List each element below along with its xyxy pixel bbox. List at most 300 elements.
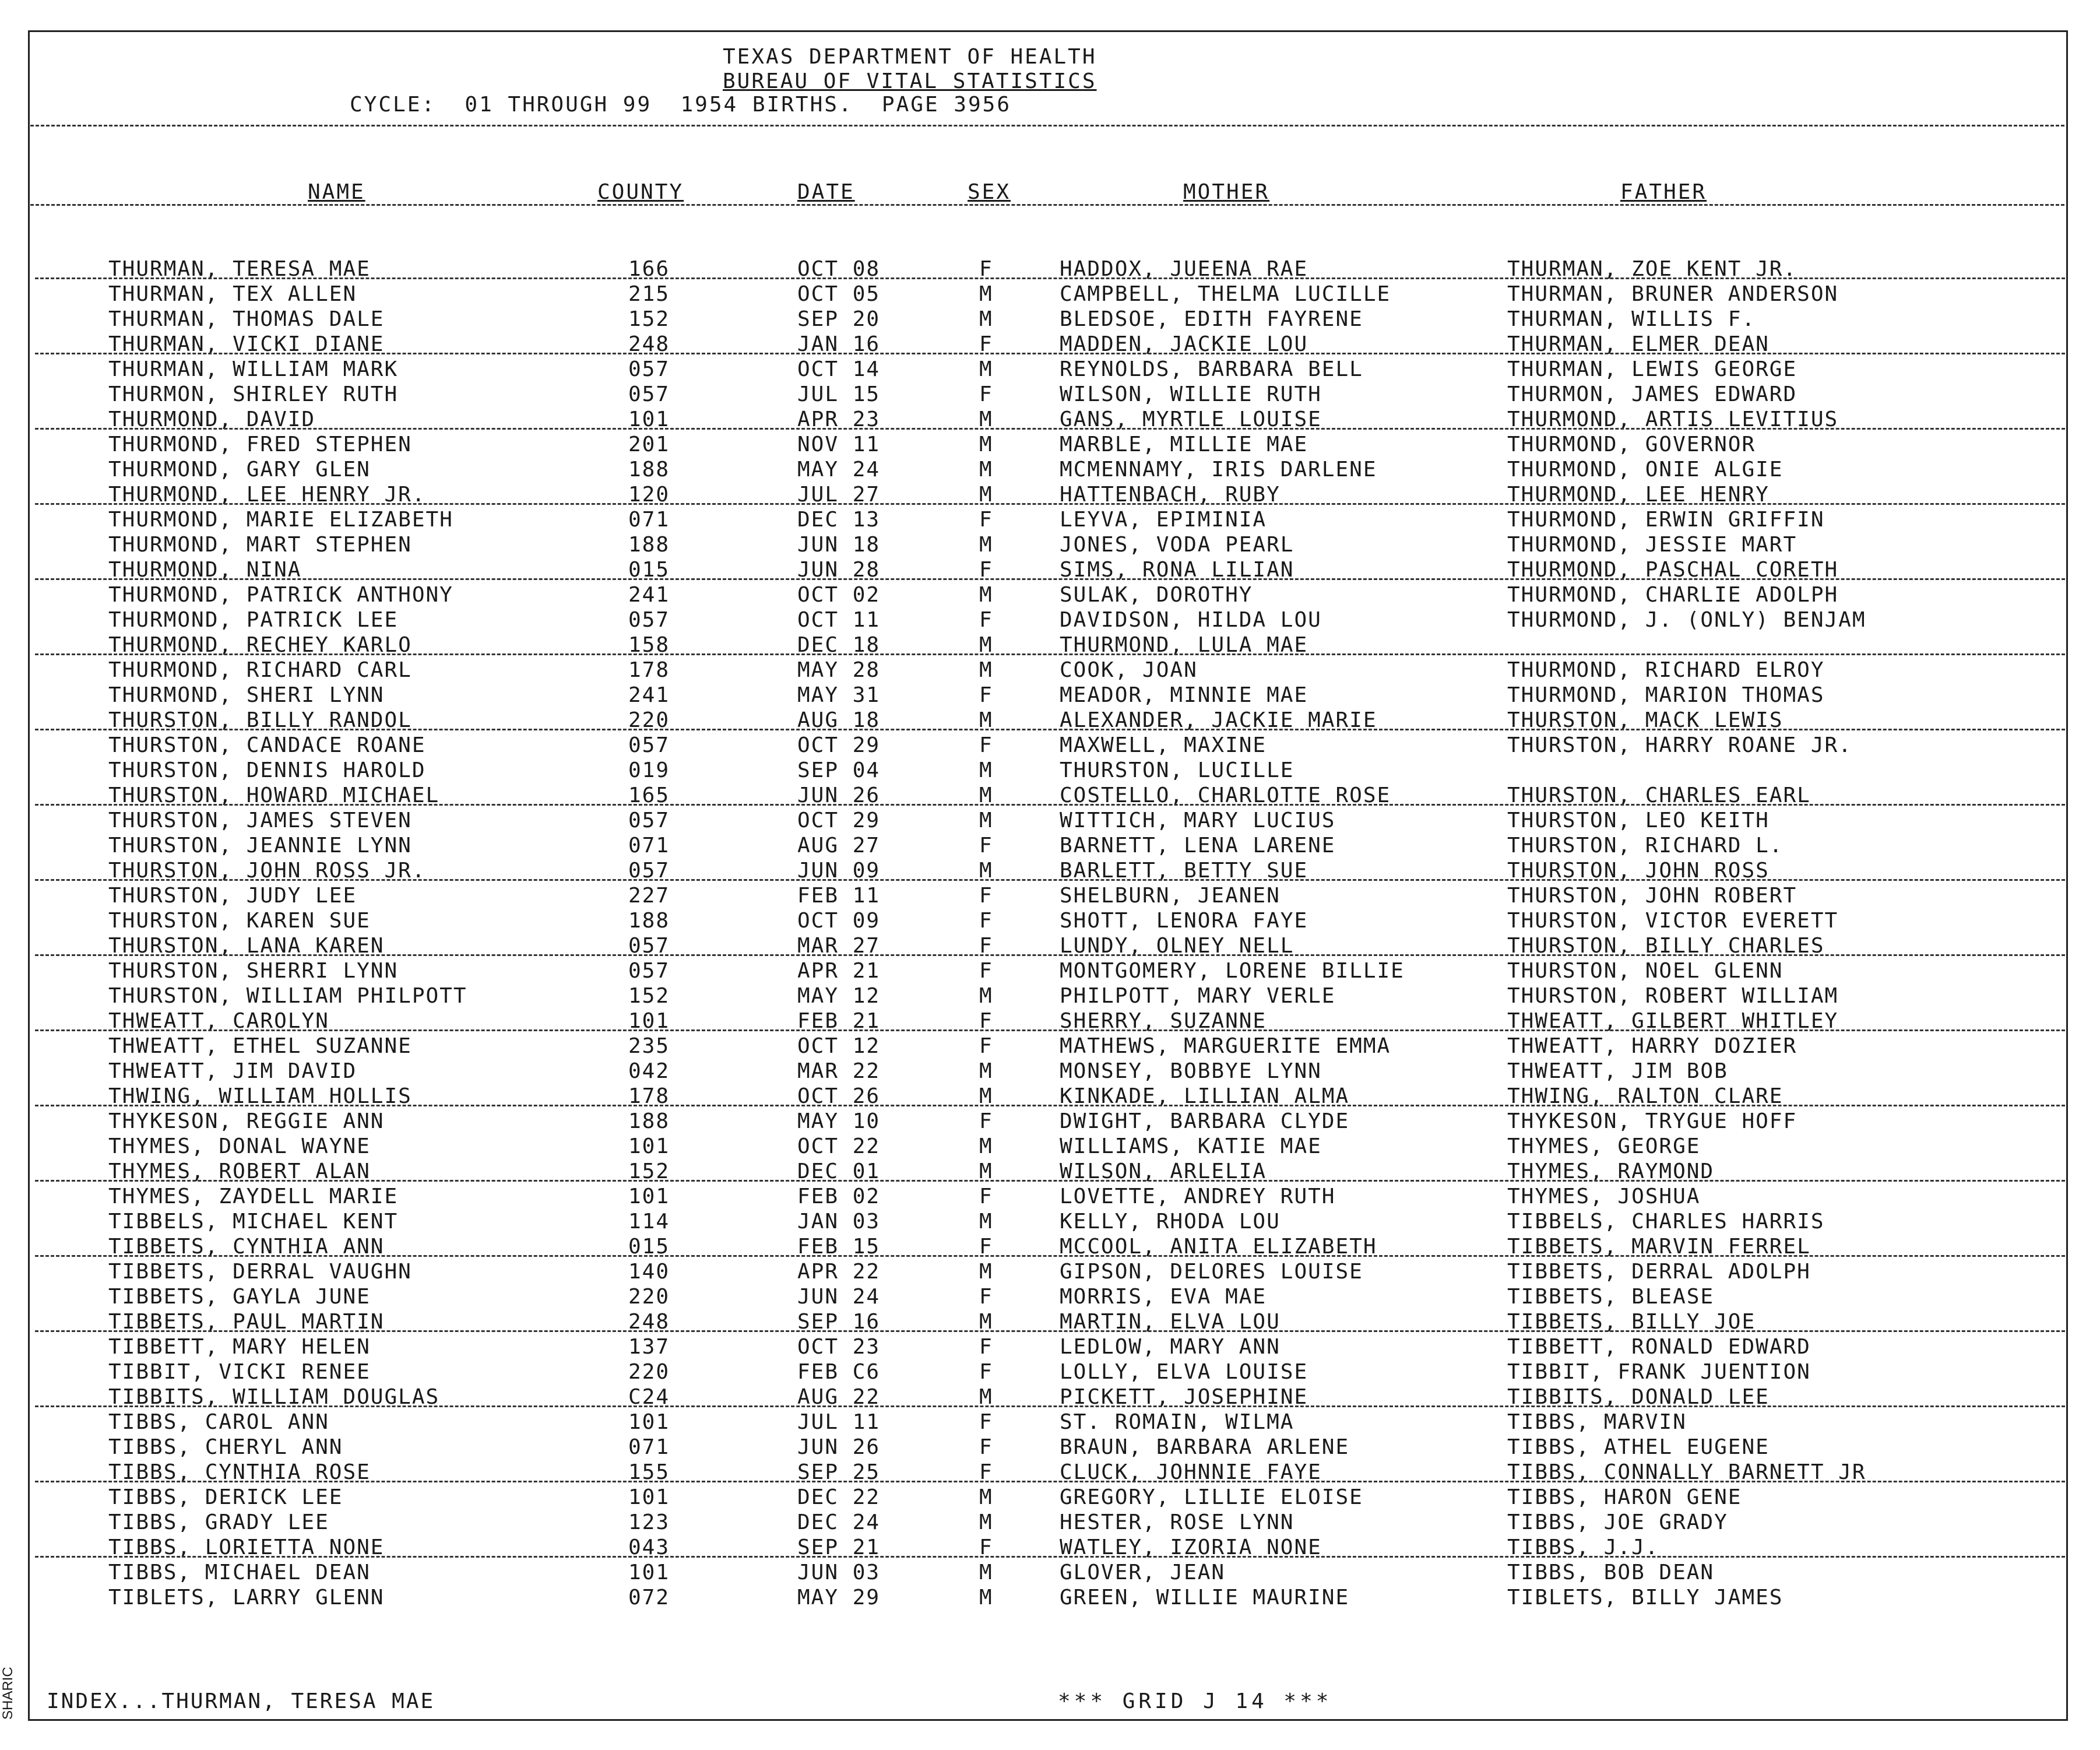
table-row xyxy=(0,482,2100,507)
cell-father: TIBBS, BOB DEAN xyxy=(1507,1561,1715,1584)
cell-mother: MCCOOL, ANITA ELIZABETH xyxy=(1060,1235,1377,1259)
cell-county: 188 xyxy=(628,1109,670,1133)
cell-county: 071 xyxy=(628,508,670,532)
column-header-sex: SEX xyxy=(968,180,1011,204)
cell-date: OCT 23 xyxy=(797,1335,881,1359)
cell-father: THURMAN, ZOE KENT JR. xyxy=(1507,257,1798,281)
cell-date: SEP 21 xyxy=(797,1535,881,1559)
cell-father: TIBBETS, BLEASE xyxy=(1507,1285,1715,1309)
table-row xyxy=(0,908,2100,933)
cell-name: THURMAN, TERESA MAE xyxy=(108,257,371,281)
cell-mother: MARBLE, MILLIE MAE xyxy=(1060,433,1308,456)
cell-sex: M xyxy=(979,282,993,306)
cell-mother: WILSON, WILLIE RUTH xyxy=(1060,382,1322,406)
cell-county: 166 xyxy=(628,257,670,281)
cell-mother: HATTENBACH, RUBY xyxy=(1060,483,1281,507)
table-row xyxy=(0,933,2100,958)
cell-mother: PHILPOTT, MARY VERLE xyxy=(1060,984,1336,1008)
cell-sex: M xyxy=(979,407,993,431)
cell-date: JUN 26 xyxy=(797,783,881,807)
table-row xyxy=(0,1259,2100,1284)
cell-date: JUN 24 xyxy=(797,1285,881,1309)
cell-date: FEB 21 xyxy=(797,1009,881,1033)
cell-date: OCT 22 xyxy=(797,1134,881,1158)
cell-county: 165 xyxy=(628,783,670,807)
cell-mother: ST. ROMAIN, WILMA xyxy=(1060,1410,1295,1434)
table-row xyxy=(0,1234,2100,1259)
cell-father: TIBBIT, FRANK JUENTION xyxy=(1507,1360,1811,1384)
cell-sex: F xyxy=(979,257,993,281)
column-header-father: FATHER xyxy=(1620,180,1707,204)
cell-county: 137 xyxy=(628,1335,670,1359)
cell-father: TIBBS, CONNALLY BARNETT JR xyxy=(1507,1460,1866,1484)
cell-name: THURSTON, WILLIAM PHILPOTT xyxy=(108,984,467,1008)
cell-name: THURSTON, SHERRI LYNN xyxy=(108,959,399,983)
table-row xyxy=(0,1535,2100,1560)
cell-sex: F xyxy=(979,909,993,933)
cell-father: TIBBS, ATHEL EUGENE xyxy=(1507,1435,1770,1459)
cell-mother: HADDOX, JUEENA RAE xyxy=(1060,257,1308,281)
cell-county: 101 xyxy=(628,1185,670,1208)
cell-sex: F xyxy=(979,934,993,958)
cell-county: 248 xyxy=(628,332,670,356)
cell-mother: LUNDY, OLNEY NELL xyxy=(1060,934,1295,958)
cell-date: JUN 18 xyxy=(797,533,881,557)
cell-county: 019 xyxy=(628,758,670,782)
cell-sex: M xyxy=(979,1485,993,1509)
cell-father: THURSTON, MACK LEWIS xyxy=(1507,708,1784,732)
cell-date: OCT 12 xyxy=(797,1034,881,1058)
cell-sex: M xyxy=(979,583,993,607)
cell-father: THWEATT, HARRY DOZIER xyxy=(1507,1034,1798,1058)
cell-mother: JONES, VODA PEARL xyxy=(1060,533,1295,557)
cell-sex: M xyxy=(979,984,993,1008)
table-row xyxy=(0,733,2100,758)
table-row xyxy=(0,457,2100,482)
cell-date: DEC 01 xyxy=(797,1159,881,1183)
table-row xyxy=(0,758,2100,783)
cell-sex: F xyxy=(979,959,993,983)
cell-name: TIBBS, GRADY LEE xyxy=(108,1510,329,1534)
cell-father: TIBBS, HARON GENE xyxy=(1507,1485,1742,1509)
cell-date: MAY 31 xyxy=(797,683,881,707)
cell-sex: M xyxy=(979,307,993,331)
cell-mother: PICKETT, JOSEPHINE xyxy=(1060,1385,1308,1409)
cell-county: 241 xyxy=(628,683,670,707)
cell-date: NOV 11 xyxy=(797,433,881,456)
cell-father: THURMOND, ARTIS LEVITIUS xyxy=(1507,407,1839,431)
cell-father: THYMES, RAYMOND xyxy=(1507,1159,1715,1183)
cell-county: 057 xyxy=(628,809,670,832)
cell-father: THURMOND, J. (ONLY) BENJAM xyxy=(1507,608,1866,632)
table-row xyxy=(0,307,2100,332)
cell-father: TIBLETS, BILLY JAMES xyxy=(1507,1586,1784,1610)
cell-date: SEP 25 xyxy=(797,1460,881,1484)
cell-name: TIBBETS, CYNTHIA ANN xyxy=(108,1235,385,1259)
cell-mother: GANS, MYRTLE LOUISE xyxy=(1060,407,1322,431)
cell-father: TIBBETS, BILLY JOE xyxy=(1507,1310,1756,1334)
cell-father: TIBBETT, RONALD EDWARD xyxy=(1507,1335,1811,1359)
cell-name: THYMES, ZAYDELL MARIE xyxy=(108,1185,399,1208)
cell-date: OCT 29 xyxy=(797,733,881,757)
cell-mother: KELLY, RHODA LOU xyxy=(1060,1210,1281,1234)
cell-father: THURSTON, NOEL GLENN xyxy=(1507,959,1784,983)
cell-name: TIBBETS, PAUL MARTIN xyxy=(108,1310,385,1334)
cell-date: DEC 24 xyxy=(797,1510,881,1534)
cell-county: 101 xyxy=(628,1485,670,1509)
cell-mother: SIMS, RONA LILIAN xyxy=(1060,558,1295,582)
cell-sex: M xyxy=(979,859,993,883)
cell-county: 215 xyxy=(628,282,670,306)
cell-father: THURMOND, JESSIE MART xyxy=(1507,533,1798,557)
cell-county: 158 xyxy=(628,633,670,657)
cell-county: 101 xyxy=(628,1561,670,1584)
cell-sex: F xyxy=(979,1285,993,1309)
cell-father: THURSTON, JOHN ROBERT xyxy=(1507,884,1798,908)
cell-date: SEP 16 xyxy=(797,1310,881,1334)
cell-father: TIBBELS, CHARLES HARRIS xyxy=(1507,1210,1825,1234)
cell-mother: SHOTT, LENORA FAYE xyxy=(1060,909,1308,933)
cell-name: TIBBIT, VICKI RENEE xyxy=(108,1360,371,1384)
cell-mother: WILLIAMS, KATIE MAE xyxy=(1060,1134,1322,1158)
cell-sex: F xyxy=(979,1335,993,1359)
cell-county: 015 xyxy=(628,558,670,582)
cell-mother: LOVETTE, ANDREY RUTH xyxy=(1060,1185,1336,1208)
cell-date: DEC 22 xyxy=(797,1485,881,1509)
table-row xyxy=(0,1485,2100,1510)
table-row xyxy=(0,858,2100,883)
cell-county: 057 xyxy=(628,733,670,757)
cell-mother: GIPSON, DELORES LOUISE xyxy=(1060,1260,1363,1284)
table-row xyxy=(0,1585,2100,1610)
cell-county: 188 xyxy=(628,458,670,482)
cell-mother: MCMENNAMY, IRIS DARLENE xyxy=(1060,458,1377,482)
cell-mother: LEYVA, EPIMINIA xyxy=(1060,508,1267,532)
cell-mother: MARTIN, ELVA LOU xyxy=(1060,1310,1281,1334)
cell-father: THURSTON, ROBERT WILLIAM xyxy=(1507,984,1839,1008)
cell-sex: F xyxy=(979,1435,993,1459)
cell-father: TIBBETS, DERRAL ADOLPH xyxy=(1507,1260,1811,1284)
table-row xyxy=(0,1359,2100,1384)
cell-mother: BARNETT, LENA LARENE xyxy=(1060,834,1336,858)
cell-mother: SULAK, DOROTHY xyxy=(1060,583,1253,607)
table-row xyxy=(0,557,2100,582)
cell-date: AUG 18 xyxy=(797,708,881,732)
cell-mother: MATHEWS, MARGUERITE EMMA xyxy=(1060,1034,1391,1058)
cell-date: DEC 18 xyxy=(797,633,881,657)
cell-county: 123 xyxy=(628,1510,670,1534)
cell-date: JUN 26 xyxy=(797,1435,881,1459)
cell-date: SEP 04 xyxy=(797,758,881,782)
cell-county: 152 xyxy=(628,984,670,1008)
table-row xyxy=(0,1460,2100,1485)
cell-county: 178 xyxy=(628,1084,670,1108)
grid-reference: *** GRID J 14 *** xyxy=(1058,1689,1332,1713)
table-row xyxy=(0,1410,2100,1435)
table-row xyxy=(0,983,2100,1008)
cell-date: MAY 28 xyxy=(797,658,881,682)
table-row xyxy=(0,1384,2100,1410)
cell-date: MAR 22 xyxy=(797,1059,881,1083)
cell-sex: M xyxy=(979,708,993,732)
cell-sex: M xyxy=(979,1586,993,1610)
cell-county: 201 xyxy=(628,433,670,456)
cell-county: 178 xyxy=(628,658,670,682)
cell-name: TIBBS, DERICK LEE xyxy=(108,1485,343,1509)
cell-county: 042 xyxy=(628,1059,670,1083)
cell-sex: M xyxy=(979,1084,993,1108)
cell-sex: F xyxy=(979,834,993,858)
cell-county: 072 xyxy=(628,1586,670,1610)
cell-date: JUL 15 xyxy=(797,382,881,406)
cell-date: MAY 29 xyxy=(797,1586,881,1610)
cell-county: 152 xyxy=(628,307,670,331)
cell-father: THURMOND, ERWIN GRIFFIN xyxy=(1507,508,1825,532)
cell-name: TIBLETS, LARRY GLENN xyxy=(108,1586,385,1610)
table-row xyxy=(0,1334,2100,1359)
cell-mother: MORRIS, EVA MAE xyxy=(1060,1285,1267,1309)
cell-father: THURMAN, WILLIS F. xyxy=(1507,307,1756,331)
cell-sex: F xyxy=(979,683,993,707)
side-mark: SHARIC xyxy=(0,1667,16,1720)
cell-mother: KINKADE, LILLIAN ALMA xyxy=(1060,1084,1350,1108)
table-row xyxy=(0,1309,2100,1334)
cell-father: THURMOND, RICHARD ELROY xyxy=(1507,658,1825,682)
cell-father: THURSTON, RICHARD L. xyxy=(1507,834,1784,858)
cell-father: TIBBS, J.J. xyxy=(1507,1535,1659,1559)
cell-county: 101 xyxy=(628,1009,670,1033)
cell-sex: M xyxy=(979,658,993,682)
cell-father: THWEATT, JIM BOB xyxy=(1507,1059,1728,1083)
cell-sex: M xyxy=(979,1159,993,1183)
table-row xyxy=(0,1034,2100,1059)
cell-father: THURMOND, CHARLIE ADOLPH xyxy=(1507,583,1839,607)
cell-mother: LEDLOW, MARY ANN xyxy=(1060,1335,1281,1359)
cell-county: 188 xyxy=(628,533,670,557)
cell-date: OCT 08 xyxy=(797,257,881,281)
cell-sex: F xyxy=(979,1109,993,1133)
cell-name: THURMOND, GARY GLEN xyxy=(108,458,371,482)
cell-name: TIBBS, LORIETTA NONE xyxy=(108,1535,385,1559)
cell-mother: THURSTON, LUCILLE xyxy=(1060,758,1295,782)
cell-sex: F xyxy=(979,508,993,532)
table-row xyxy=(0,658,2100,683)
cell-county: 057 xyxy=(628,608,670,632)
cell-mother: BRAUN, BARBARA ARLENE xyxy=(1060,1435,1350,1459)
cell-name: THURMAN, THOMAS DALE xyxy=(108,307,385,331)
records-table xyxy=(0,256,2100,1610)
cell-father: TIBBS, MARVIN xyxy=(1507,1410,1687,1434)
cell-date: FEB 02 xyxy=(797,1185,881,1208)
cell-county: 057 xyxy=(628,357,670,381)
cell-date: JUL 11 xyxy=(797,1410,881,1434)
cell-father: THURSTON, VICTOR EVERETT xyxy=(1507,909,1839,933)
cell-date: MAY 24 xyxy=(797,458,881,482)
cell-sex: M xyxy=(979,1210,993,1234)
cell-name: THURMOND, PATRICK LEE xyxy=(108,608,399,632)
cell-county: 155 xyxy=(628,1460,670,1484)
cell-name: THURMOND, SHERI LYNN xyxy=(108,683,385,707)
cell-county: 057 xyxy=(628,859,670,883)
cell-father: THURMOND, ONIE ALGIE xyxy=(1507,458,1784,482)
cell-county: 235 xyxy=(628,1034,670,1058)
cell-county: 071 xyxy=(628,1435,670,1459)
cell-father: THURSTON, JOHN ROSS xyxy=(1507,859,1770,883)
cell-date: FEB 15 xyxy=(797,1235,881,1259)
cell-mother: COOK, JOAN xyxy=(1060,658,1198,682)
cell-date: JAN 03 xyxy=(797,1210,881,1234)
column-header-mother: MOTHER xyxy=(1183,180,1270,204)
cell-county: 057 xyxy=(628,934,670,958)
cell-name: THURMOND, DAVID xyxy=(108,407,316,431)
cell-mother: CLUCK, JOHNNIE FAYE xyxy=(1060,1460,1322,1484)
cell-father: THWEATT, GILBERT WHITLEY xyxy=(1507,1009,1839,1033)
cell-father: THYMES, JOSHUA xyxy=(1507,1185,1701,1208)
table-row xyxy=(0,1560,2100,1585)
table-row xyxy=(0,1284,2100,1309)
cell-date: JUN 03 xyxy=(797,1561,881,1584)
cell-county: 057 xyxy=(628,959,670,983)
cell-mother: MONSEY, BOBBYE LYNN xyxy=(1060,1059,1322,1083)
cell-sex: F xyxy=(979,332,993,356)
cell-county: 114 xyxy=(628,1210,670,1234)
cell-father: THURMOND, GOVERNOR xyxy=(1507,433,1756,456)
cell-date: FEB C6 xyxy=(797,1360,881,1384)
cell-mother: GREGORY, LILLIE ELOISE xyxy=(1060,1485,1363,1509)
cell-name: TIBBETS, GAYLA JUNE xyxy=(108,1285,371,1309)
cell-sex: M xyxy=(979,783,993,807)
cell-mother: REYNOLDS, BARBARA BELL xyxy=(1060,357,1363,381)
cell-name: TIBBS, CHERYL ANN xyxy=(108,1435,343,1459)
cell-father: THURMAN, BRUNER ANDERSON xyxy=(1507,282,1839,306)
cell-county: 071 xyxy=(628,834,670,858)
cell-sex: F xyxy=(979,884,993,908)
cell-father: THWING, RALTON CLARE xyxy=(1507,1084,1784,1108)
cell-mother: SHELBURN, JEANEN xyxy=(1060,884,1281,908)
cell-sex: M xyxy=(979,433,993,456)
cell-date: AUG 27 xyxy=(797,834,881,858)
cell-date: JUN 09 xyxy=(797,859,881,883)
table-row xyxy=(0,256,2100,282)
cell-sex: F xyxy=(979,1185,993,1208)
cell-mother: GLOVER, JEAN xyxy=(1060,1561,1226,1584)
cell-sex: M xyxy=(979,483,993,507)
cell-county: 057 xyxy=(628,382,670,406)
cell-name: THURMAN, WILLIAM MARK xyxy=(108,357,399,381)
cell-sex: M xyxy=(979,1385,993,1409)
table-row xyxy=(0,382,2100,407)
cell-mother: HESTER, ROSE LYNN xyxy=(1060,1510,1295,1534)
cell-date: DEC 13 xyxy=(797,508,881,532)
table-row xyxy=(0,1184,2100,1209)
cell-name: THURSTON, DENNIS HAROLD xyxy=(108,758,426,782)
cell-sex: F xyxy=(979,1535,993,1559)
cell-sex: F xyxy=(979,382,993,406)
cell-mother: WILSON, ARLELIA xyxy=(1060,1159,1267,1183)
table-row xyxy=(0,532,2100,557)
cell-father: THURSTON, HARRY ROANE JR. xyxy=(1507,733,1852,757)
cell-name: THURMOND, FRED STEPHEN xyxy=(108,433,412,456)
cell-mother: COSTELLO, CHARLOTTE ROSE xyxy=(1060,783,1391,807)
cell-sex: M xyxy=(979,533,993,557)
cell-name: THWING, WILLIAM HOLLIS xyxy=(108,1084,412,1108)
cell-name: TIBBELS, MICHAEL KENT xyxy=(108,1210,399,1234)
table-row xyxy=(0,833,2100,858)
cell-sex: M xyxy=(979,1059,993,1083)
table-row xyxy=(0,582,2100,607)
cell-father: THURMOND, MARION THOMAS xyxy=(1507,683,1825,707)
cell-father: THYMES, GEORGE xyxy=(1507,1134,1701,1158)
cell-county: 248 xyxy=(628,1310,670,1334)
cell-date: OCT 02 xyxy=(797,583,881,607)
cell-name: THURSTON, LANA KAREN xyxy=(108,934,385,958)
cell-mother: MAXWELL, MAXINE xyxy=(1060,733,1267,757)
cell-sex: F xyxy=(979,1410,993,1434)
cell-mother: WATLEY, IZORIA NONE xyxy=(1060,1535,1322,1559)
cell-name: TIBBS, MICHAEL DEAN xyxy=(108,1561,371,1584)
cell-sex: M xyxy=(979,758,993,782)
table-row xyxy=(0,1084,2100,1109)
cell-county: 188 xyxy=(628,909,670,933)
cell-mother: WITTICH, MARY LUCIUS xyxy=(1060,809,1336,832)
table-row xyxy=(0,1159,2100,1184)
cell-mother: GREEN, WILLIE MAURINE xyxy=(1060,1586,1350,1610)
cell-county: 220 xyxy=(628,1285,670,1309)
cell-father: TIBBITS, DONALD LEE xyxy=(1507,1385,1770,1409)
cell-name: THURSTON, JOHN ROSS JR. xyxy=(108,859,426,883)
table-row xyxy=(0,1435,2100,1460)
table-row xyxy=(0,1510,2100,1535)
bureau-subtitle: BUREAU OF VITAL STATISTICS xyxy=(723,69,1097,93)
cell-date: OCT 14 xyxy=(797,357,881,381)
cell-name: THURMAN, TEX ALLEN xyxy=(108,282,357,306)
cell-date: OCT 11 xyxy=(797,608,881,632)
table-row xyxy=(0,432,2100,457)
cell-name: THURMOND, MART STEPHEN xyxy=(108,533,412,557)
cell-date: JUN 28 xyxy=(797,558,881,582)
cell-county: 101 xyxy=(628,407,670,431)
cell-county: 101 xyxy=(628,1410,670,1434)
cell-county: 227 xyxy=(628,884,670,908)
cell-date: MAY 10 xyxy=(797,1109,881,1133)
cell-name: THURMOND, RICHARD CARL xyxy=(108,658,412,682)
table-row xyxy=(0,958,2100,983)
table-row xyxy=(0,1209,2100,1234)
cell-name: THURMOND, MARIE ELIZABETH xyxy=(108,508,453,532)
cell-name: THURSTON, HOWARD MICHAEL xyxy=(108,783,440,807)
table-row xyxy=(0,632,2100,658)
cell-name: THURSTON, BILLY RANDOL xyxy=(108,708,412,732)
cell-sex: F xyxy=(979,1235,993,1259)
table-row xyxy=(0,357,2100,382)
cell-name: THURSTON, JUDY LEE xyxy=(108,884,357,908)
cell-father: THURSTON, CHARLES EARL xyxy=(1507,783,1811,807)
cell-county: 140 xyxy=(628,1260,670,1284)
cell-mother: ALEXANDER, JACKIE MARIE xyxy=(1060,708,1377,732)
column-header-name: NAME xyxy=(308,180,365,204)
cell-mother: SHERRY, SUZANNE xyxy=(1060,1009,1267,1033)
cell-mother: THURMOND, LULA MAE xyxy=(1060,633,1308,657)
cell-county: 220 xyxy=(628,708,670,732)
cell-name: THYMES, ROBERT ALAN xyxy=(108,1159,371,1183)
cell-county: 101 xyxy=(628,1134,670,1158)
cell-name: THURMON, SHIRLEY RUTH xyxy=(108,382,399,406)
table-row xyxy=(0,1109,2100,1134)
table-row xyxy=(0,1059,2100,1084)
cell-sex: F xyxy=(979,608,993,632)
table-row xyxy=(0,708,2100,733)
cell-name: THWEATT, ETHEL SUZANNE xyxy=(108,1034,412,1058)
